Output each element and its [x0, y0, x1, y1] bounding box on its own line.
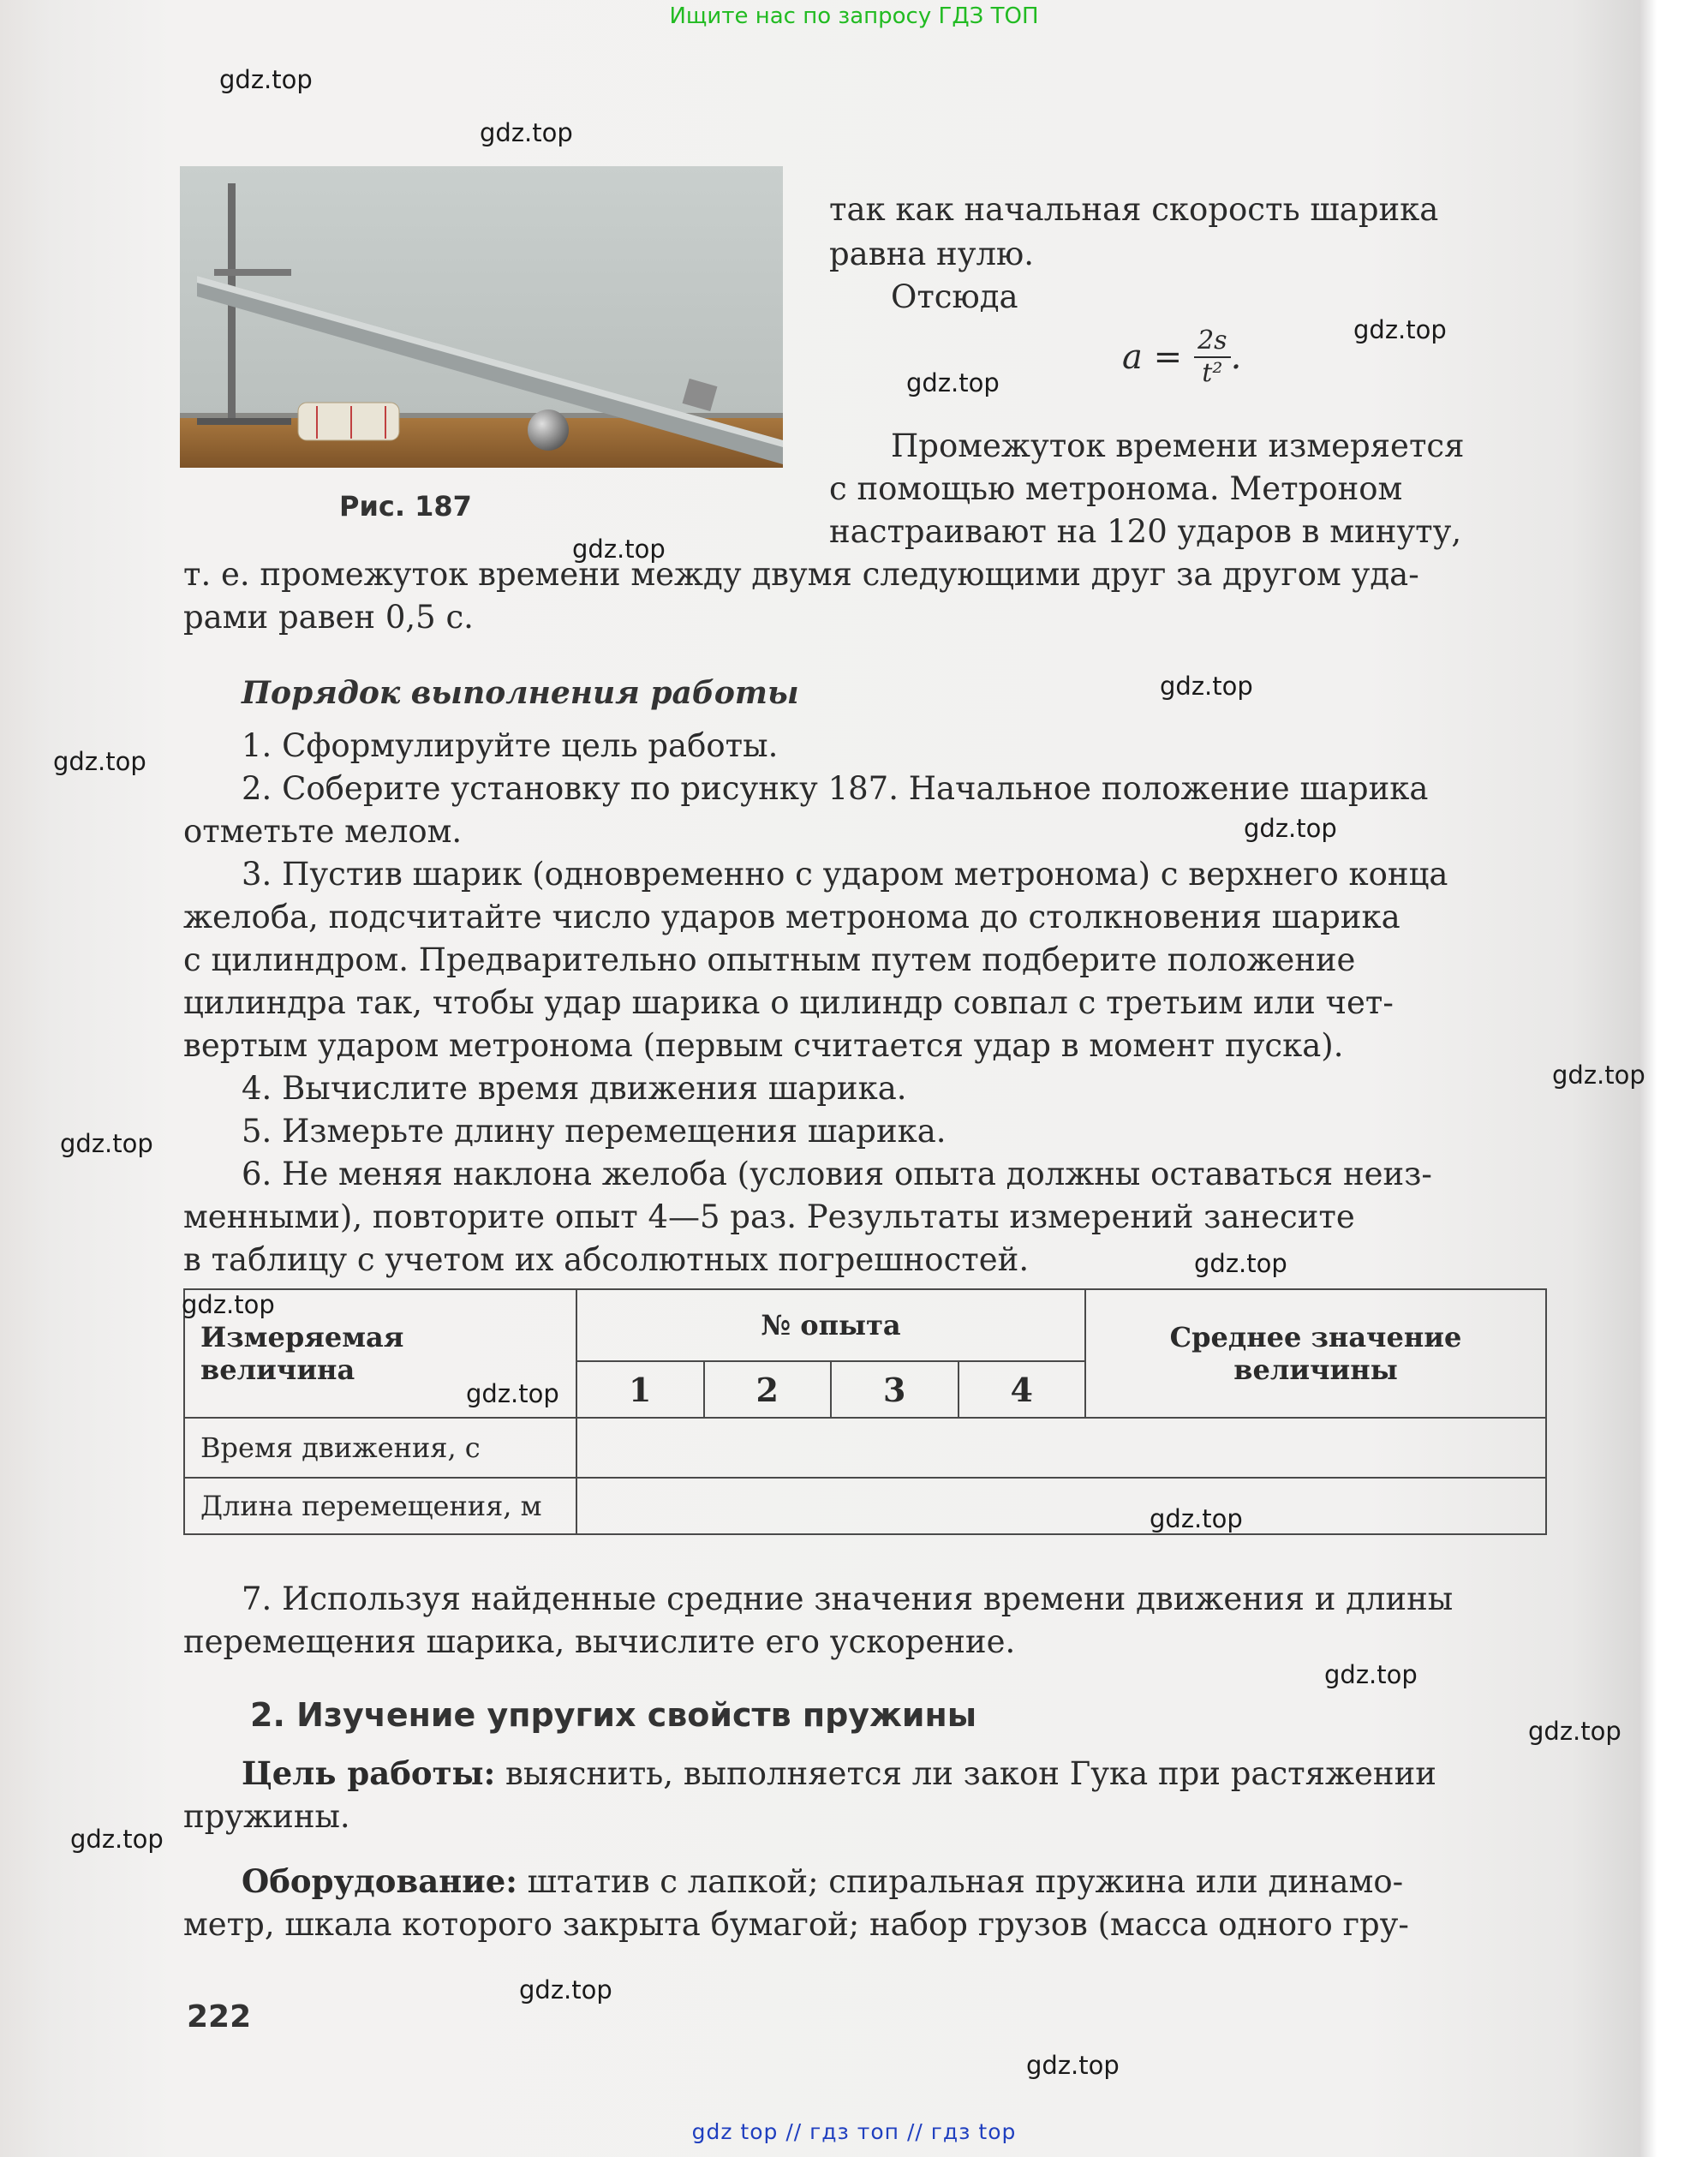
text-line: перемещения шарика, вычислите его ускорение.	[183, 1623, 1016, 1660]
top-banner-link[interactable]: Ищите нас по запросу ГДЗ ТОП	[669, 3, 1039, 29]
header-trial-3: 3	[831, 1361, 959, 1418]
formula-denominator: t²	[1202, 358, 1223, 388]
page-number: 222	[187, 1999, 252, 2035]
header-quantity: Измеряемая величина	[184, 1289, 576, 1418]
procedure-line: менными), повторите опыт 4—5 раз. Результаты измерений занесите	[183, 1198, 1355, 1235]
watermark: gdz.top	[519, 1975, 612, 2005]
procedure-line: цилиндра так, чтобы удар шарика о цилиндр совпал с третьим или чет-	[183, 984, 1394, 1021]
equipment-label: Оборудование:	[242, 1862, 517, 1900]
watermark: gdz.top	[53, 747, 146, 776]
table-cell	[1085, 1418, 1546, 1478]
formula-lhs: a =	[1122, 338, 1183, 377]
watermark: gdz.top	[1160, 672, 1253, 701]
procedure-line: 6. Не меняя наклона желоба (условия опыта должны оставаться неиз-	[242, 1156, 1432, 1192]
section-heading: 2. Изучение упругих свойств пружины	[250, 1696, 977, 1734]
watermark: gdz.top	[1026, 2051, 1120, 2080]
goal-label: Цель работы:	[242, 1754, 496, 1792]
text-line: т. е. промежуток времени между двумя следующими друг за другом уда-	[183, 556, 1419, 593]
table-cell	[576, 1418, 704, 1478]
acceleration-formula	[1122, 326, 1241, 389]
watermark: gdz.top	[60, 1129, 153, 1158]
measurement-table	[183, 1288, 1547, 1535]
table-cell	[831, 1418, 959, 1478]
table-cell	[704, 1478, 832, 1534]
goal-text: выяснить, выполняется ли закон Гука при растяжении	[505, 1755, 1436, 1792]
text-line: Отсюда	[891, 278, 1018, 315]
watermark: gdz.top	[480, 118, 573, 147]
text-line: настраивают на 120 ударов в минуту,	[829, 513, 1462, 550]
equipment-text: штатив с лапкой; спиральная пружина или динамо-	[527, 1863, 1404, 1900]
watermark: gdz.top	[1150, 1504, 1243, 1533]
row-label-distance: Длина перемещения, м	[184, 1478, 576, 1534]
watermark: gdz.top	[219, 65, 313, 94]
text-line: рами равен 0,5 с.	[183, 599, 474, 636]
watermark: gdz.top	[182, 1290, 275, 1319]
watermark: gdz.top	[1528, 1717, 1621, 1746]
watermark: gdz.top	[1194, 1249, 1287, 1278]
table-cell	[959, 1478, 1086, 1534]
watermark: gdz.top	[466, 1379, 559, 1408]
formula-end: .	[1230, 338, 1242, 377]
equipment-line	[242, 1861, 1403, 1903]
text-line: Промежуток времени измеряется	[891, 427, 1465, 464]
procedure-heading: Порядок выполнения работы	[242, 675, 799, 711]
watermark: gdz.top	[1353, 315, 1447, 344]
procedure-line: в таблицу с учетом их абсолютных погрешностей.	[183, 1241, 1030, 1278]
row-label-time: Время движения, с	[184, 1418, 576, 1478]
figure-187-photo	[180, 166, 783, 468]
watermark: gdz.top	[1244, 814, 1337, 843]
text-line: так как начальная скорость шарика	[829, 191, 1439, 228]
procedure-line: 1. Сформулируйте цель работы.	[242, 727, 779, 764]
procedure-line: 3. Пустив шарик (одновременно с ударом метронома) с верхнего конца	[242, 856, 1448, 893]
text-line: пружины.	[183, 1798, 350, 1835]
figure-caption: Рис. 187	[339, 490, 472, 523]
header-trial-4: 4	[959, 1361, 1086, 1418]
text-line: метр, шкала которого закрыта бумагой; набор грузов (масса одного гру-	[183, 1906, 1409, 1943]
procedure-line: 4. Вычислите время движения шарика.	[242, 1070, 907, 1107]
watermark: gdz.top	[1552, 1061, 1645, 1090]
formula-fraction	[1194, 326, 1230, 389]
inclined-chute-illustration	[180, 166, 783, 468]
header-trial-number: № опыта	[576, 1289, 1085, 1361]
text-line: с помощью метронома. Метроном	[829, 470, 1403, 507]
table-cell	[704, 1418, 832, 1478]
text-line: 7. Используя найденные средние значения времени движения и длины	[242, 1580, 1454, 1617]
watermark: gdz.top	[1324, 1660, 1418, 1689]
procedure-line: отметьте мелом.	[183, 813, 463, 850]
watermark: gdz.top	[572, 535, 666, 564]
table-row	[184, 1418, 1546, 1478]
bottom-banner-link[interactable]: gdz top // гдз топ // гдз top	[691, 2119, 1017, 2144]
procedure-line: вертым ударом метронома (первым считается удар в момент пуска).	[183, 1027, 1344, 1064]
watermark: gdz.top	[70, 1825, 164, 1854]
procedure-line: с цилиндром. Предварительно опытным путем подберите положение	[183, 941, 1356, 978]
procedure-line: 5. Измерьте длину перемещения шарика.	[242, 1113, 947, 1150]
formula-numerator: 2s	[1194, 326, 1230, 358]
procedure-line: желоба, подсчитайте число ударов метронома до столкновения шарика	[183, 899, 1400, 935]
table-cell	[831, 1478, 959, 1534]
text-line: равна нулю.	[829, 236, 1034, 272]
procedure-line: 2. Соберите установку по рисунку 187. Начальное положение шарика	[242, 770, 1429, 807]
table-cell	[576, 1478, 704, 1534]
header-trial-2: 2	[704, 1361, 832, 1418]
header-trial-1: 1	[576, 1361, 704, 1418]
table-row	[184, 1478, 1546, 1534]
watermark: gdz.top	[906, 368, 1000, 397]
header-average: Среднее значение величины	[1085, 1289, 1546, 1418]
goal-line	[242, 1753, 1436, 1795]
table-cell	[959, 1418, 1086, 1478]
